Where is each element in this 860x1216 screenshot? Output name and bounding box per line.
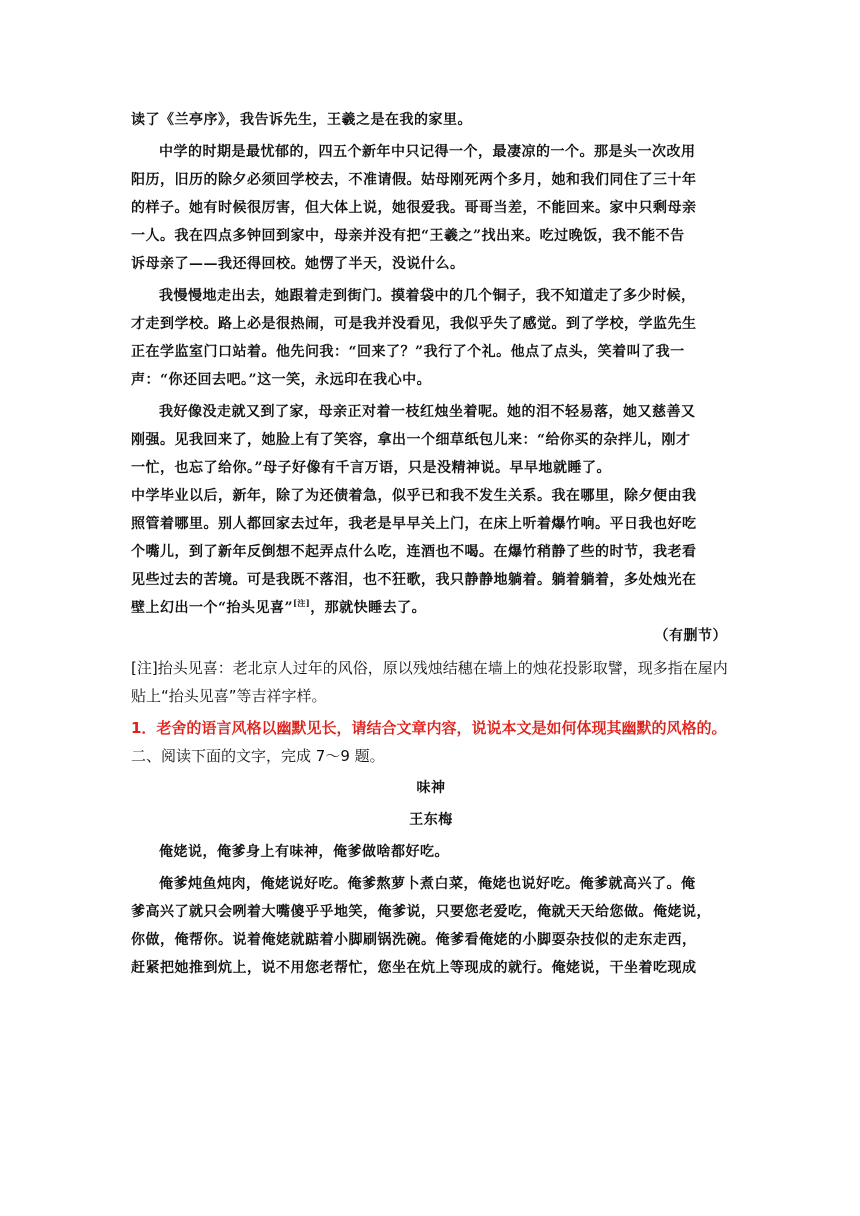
text-fragment: ，那就快睡去了。 [310, 600, 427, 616]
text-line: 贴上“抬头见喜”等吉祥字样。 [131, 687, 327, 705]
text-line: 读了《兰亭序》，我告诉先生，王羲之是在我的家里。 [131, 112, 472, 128]
text-line: 爹高兴了就只会咧着大嘴傻乎乎地笑，俺爹说，只要您老爱吃，俺就天天给您做。俺姥说， [131, 904, 711, 920]
question-1: 1．老舍的语言风格以幽默见长，请结合文章内容，说说本文是如何体现其幽默的风格的。 [131, 719, 727, 737]
text-line: 你做，俺帮你。说着俺姥就踮着小脚刷锅洗碗。俺爹看俺姥的小脚耍杂技似的走东走西， [131, 932, 697, 948]
footnote-marker: [注] [293, 598, 311, 608]
text-line: 我好像没走就又到了家，母亲正对着一枝红烛坐着呢。她的泪不轻易落，她又慈善又 [159, 404, 696, 420]
paragraph-mother-candle [131, 398, 731, 482]
article-author: 王东梅 [409, 812, 453, 828]
text-line: 的样子。她有时候很厉害，但大体上说，她很爱我。哥哥当差，不能回来。家中只剩母亲 [131, 200, 697, 216]
paragraph-back-to-school [131, 282, 731, 394]
text-line: 正在学监室门口站着。他先问我：“回来了？”我行了个礼。他点了点头，笑着叫了我一 [131, 344, 685, 360]
text-line: 一忙，也忘了给你。”母子好像有千言万语，只是没精神说。早早地就睡了。 [131, 460, 612, 476]
text-line: 诉母亲了——我还得回校。她愣了半天，没说什么。 [131, 256, 465, 272]
text-line: 中学毕业以后，新年，除了为还债着急，似乎已和我不发生关系。我在哪里，除夕便由我 [131, 488, 697, 504]
paragraph-cooking [131, 870, 731, 982]
text-line: 见些过去的苦境。可是我既不落泪，也不狂歌，我只静静地躺着。躺着躺着，多处烛光在 [131, 572, 697, 588]
text-line: 俺爹炖鱼炖肉，俺姥说好吃。俺爹熬萝卜煮白菜，俺姥也说好吃。俺爹就高兴了。俺 [159, 876, 696, 892]
text-line: 个嘴儿，到了新年反倒想不起弄点什么吃，连酒也不喝。在爆竹稍静了些的时节，我老看 [131, 544, 697, 560]
text-line: 我慢慢地走出去，她跟着走到街门。摸着袋中的几个铜子，我不知道走了多少时候， [159, 288, 696, 304]
article-title: 味神 [416, 780, 446, 796]
text-line: 一人。我在四点多钟回到家中，母亲并没有把“王羲之”找出来。吃过晚饭，我不能不告 [131, 228, 685, 244]
text-line: 刚强。见我回来了，她脸上有了笑容，拿出一个细草纸包儿来：“给你买的杂拌儿，刚才 [131, 432, 691, 448]
text-line: 俺姥说，俺爹身上有味神，俺爹做啥都好吃。 [159, 844, 449, 860]
document-page [131, 106, 731, 982]
text-line: 赶紧把她推到炕上，说不用您老帮忙，您坐在炕上等现成的就行。俺姥说，干坐着吃现成 [131, 960, 697, 976]
abridged-label: （有删节） [654, 628, 727, 644]
paragraph-new-year-memory [131, 138, 731, 278]
text-line [131, 594, 731, 622]
text-line: 阳历，旧历的除夕必须回学校去，不准请假。姑母刚死两个多月，她和我们同住了三十年 [131, 172, 697, 188]
text-fragment: 壁上幻出一个“抬头见喜” [131, 600, 294, 616]
text-line: 声：“你还回去吧。”这一笑，永远印在我心中。 [131, 372, 432, 388]
paragraph-after-graduation [131, 482, 731, 622]
text-line: 照管着哪里。别人都回家去过年，我老是早早关上门，在床上听着爆竹响。平日我也好吃 [131, 516, 697, 532]
text-line: 才走到学校。路上必是很热闹，可是我并没看见，我似乎失了感觉。到了学校，学监先生 [131, 316, 697, 332]
text-line: 中学的时期是最忧郁的，四五个新年中只记得一个，最凄凉的一个。那是头一次改用 [159, 144, 696, 160]
footnote [131, 654, 731, 710]
section-heading: 二、阅读下面的文字，完成 7～9 题。 [131, 747, 385, 765]
text-line: [注]抬头见喜：老北京人过年的风俗，原以残烛结穗在墙上的烛花投影取譬，现多指在屋内 [131, 659, 728, 677]
